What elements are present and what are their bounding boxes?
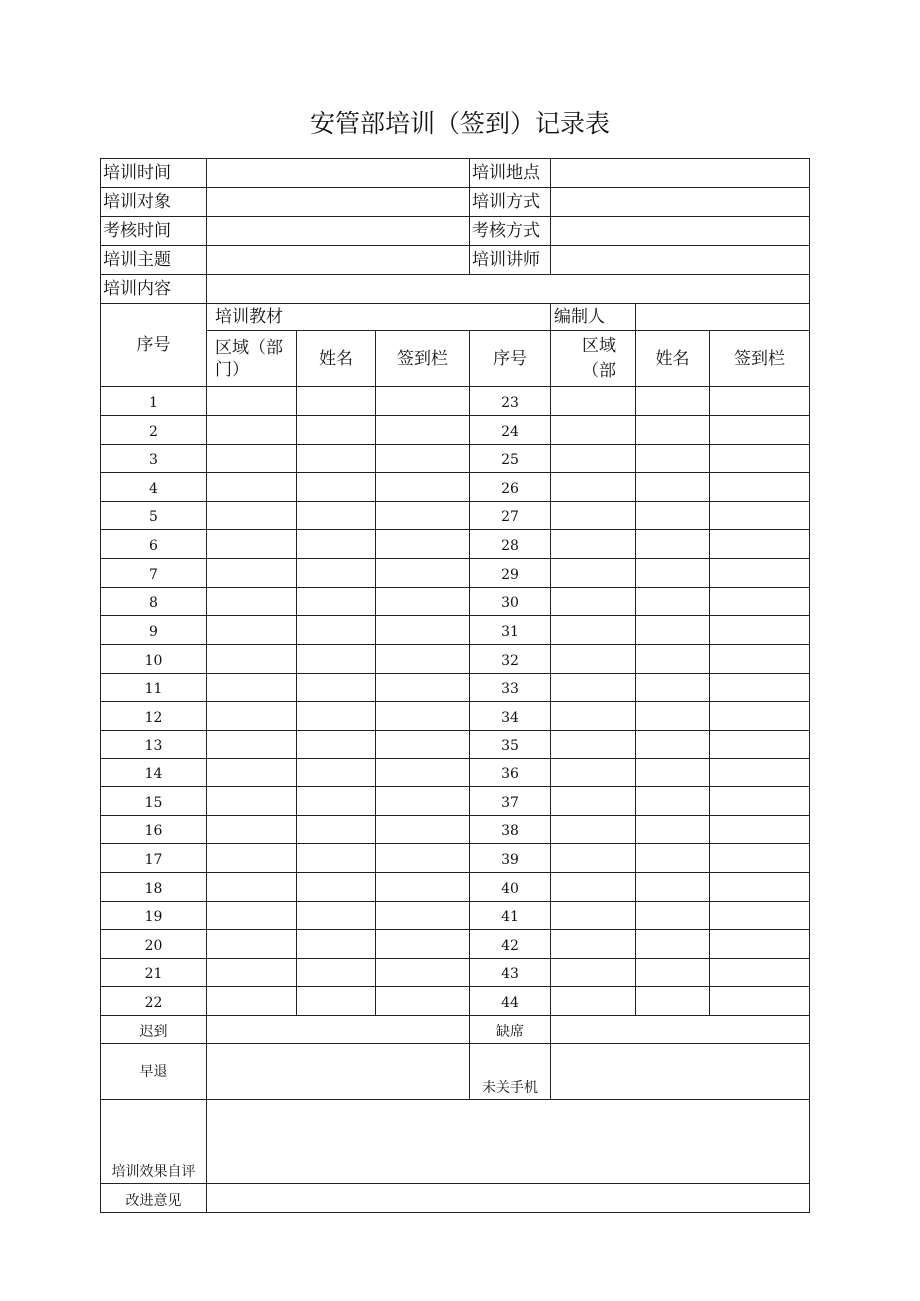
sign-header-right: 签到栏 [710, 331, 810, 387]
seq-cell-right: 42 [470, 930, 551, 959]
exam-method-label: 考核方式 [470, 217, 551, 246]
sign-cell-right[interactable] [710, 559, 810, 588]
sign-cell-right[interactable] [710, 930, 810, 959]
name-cell-left[interactable] [297, 387, 376, 416]
name-cell-right[interactable] [636, 844, 710, 873]
sign-cell-right[interactable] [710, 987, 810, 1016]
name-cell-right[interactable] [636, 588, 710, 616]
area-cell-right[interactable] [551, 416, 636, 445]
seq-cell-right: 28 [470, 530, 551, 559]
training-content-field[interactable] [207, 275, 810, 304]
sign-cell-left[interactable] [376, 873, 470, 902]
name-cell-right[interactable] [636, 445, 710, 473]
name-cell-left[interactable] [297, 844, 376, 873]
training-time-field[interactable] [207, 159, 470, 188]
training-material-label: 培训教材 [215, 307, 283, 327]
sign-cell-right[interactable] [710, 445, 810, 473]
seq-cell-right: 25 [470, 445, 551, 473]
seq-cell-right: 44 [470, 987, 551, 1016]
sign-cell-left[interactable] [376, 702, 470, 731]
name-cell-left[interactable] [297, 731, 376, 759]
seq-cell-right: 23 [470, 387, 551, 416]
area-cell-left[interactable] [207, 416, 297, 445]
sign-cell-left[interactable] [376, 987, 470, 1016]
sign-cell-left[interactable] [376, 530, 470, 559]
name-header-left: 姓名 [297, 331, 376, 387]
training-place-label: 培训地点 [470, 159, 551, 188]
sign-cell-right[interactable] [710, 902, 810, 930]
name-cell-right[interactable] [636, 873, 710, 902]
late-field[interactable] [207, 1016, 470, 1044]
area-cell-right[interactable] [551, 759, 636, 787]
name-cell-right[interactable] [636, 416, 710, 445]
name-cell-right[interactable] [636, 559, 710, 588]
training-method-label: 培训方式 [470, 188, 551, 217]
name-cell-left[interactable] [297, 930, 376, 959]
phone-on-field[interactable] [551, 1044, 810, 1100]
early-leave-label: 早退 [101, 1044, 207, 1100]
area-cell-right[interactable] [551, 702, 636, 731]
name-cell-right[interactable] [636, 959, 710, 987]
area-cell-right[interactable] [551, 930, 636, 959]
table-row [101, 844, 810, 873]
exam-time-label: 考核时间 [101, 217, 207, 246]
sign-cell-left[interactable] [376, 731, 470, 759]
area-cell-right[interactable] [551, 959, 636, 987]
training-topic-field[interactable] [207, 246, 470, 275]
seq-cell-left: 4 [101, 473, 207, 502]
sign-cell-left[interactable] [376, 816, 470, 844]
name-cell-right[interactable] [636, 387, 710, 416]
material-row [101, 304, 810, 331]
name-cell-left[interactable] [297, 616, 376, 645]
name-cell-left[interactable] [297, 816, 376, 844]
name-cell-left[interactable] [297, 502, 376, 530]
name-header-right: 姓名 [636, 331, 710, 387]
seq-cell-left: 20 [101, 930, 207, 959]
area-cell-left[interactable] [207, 702, 297, 731]
info-row [101, 275, 810, 304]
area-cell-left[interactable] [207, 844, 297, 873]
seq-cell-right: 29 [470, 559, 551, 588]
improve-row [101, 1184, 810, 1213]
name-cell-left[interactable] [297, 987, 376, 1016]
training-time-label: 培训时间 [101, 159, 207, 188]
sign-cell-right[interactable] [710, 616, 810, 645]
training-record-form [100, 158, 810, 1213]
sign-cell-left[interactable] [376, 473, 470, 502]
seq-header-left: 序号 [101, 304, 207, 387]
seq-cell-left: 1 [101, 387, 207, 416]
name-cell-left[interactable] [297, 759, 376, 787]
training-material-cell[interactable] [207, 304, 551, 331]
sign-cell-left[interactable] [376, 588, 470, 616]
seq-cell-right: 40 [470, 873, 551, 902]
name-cell-right[interactable] [636, 502, 710, 530]
seq-cell-right: 30 [470, 588, 551, 616]
table-row [101, 702, 810, 731]
info-row [101, 217, 810, 246]
area-cell-right[interactable] [551, 873, 636, 902]
name-cell-right[interactable] [636, 759, 710, 787]
seq-cell-left: 21 [101, 959, 207, 987]
name-cell-left[interactable] [297, 645, 376, 674]
area-cell-left[interactable] [207, 616, 297, 645]
name-cell-right[interactable] [636, 987, 710, 1016]
seq-cell-right: 39 [470, 844, 551, 873]
seq-cell-right: 36 [470, 759, 551, 787]
seq-cell-right: 31 [470, 616, 551, 645]
seq-cell-right: 43 [470, 959, 551, 987]
name-cell-left[interactable] [297, 702, 376, 731]
name-cell-right[interactable] [636, 473, 710, 502]
sign-cell-left[interactable] [376, 645, 470, 674]
self-eval-field[interactable] [207, 1100, 810, 1184]
area-cell-left[interactable] [207, 530, 297, 559]
sign-cell-left[interactable] [376, 387, 470, 416]
table-row [101, 559, 810, 588]
name-cell-right[interactable] [636, 930, 710, 959]
table-row [101, 616, 810, 645]
sign-cell-right[interactable] [710, 787, 810, 816]
area-cell-left[interactable] [207, 959, 297, 987]
table-row [101, 530, 810, 559]
editor-label-cell [551, 304, 636, 331]
seq-cell-left: 16 [101, 816, 207, 844]
improve-field[interactable] [207, 1184, 810, 1213]
sign-cell-right[interactable] [710, 873, 810, 902]
form-body [101, 159, 810, 387]
area-cell-left[interactable] [207, 645, 297, 674]
name-cell-left[interactable] [297, 787, 376, 816]
seq-cell-left: 10 [101, 645, 207, 674]
name-cell-left[interactable] [297, 588, 376, 616]
table-row [101, 816, 810, 844]
seq-cell-left: 13 [101, 731, 207, 759]
area-cell-left[interactable] [207, 787, 297, 816]
table-row [101, 502, 810, 530]
area-cell-left[interactable] [207, 731, 297, 759]
sign-cell-left[interactable] [376, 902, 470, 930]
name-cell-left[interactable] [297, 674, 376, 702]
sign-cell-left[interactable] [376, 787, 470, 816]
column-header-row [101, 331, 810, 387]
area-cell-right[interactable] [551, 445, 636, 473]
seq-cell-left: 15 [101, 787, 207, 816]
training-audience-label: 培训对象 [101, 188, 207, 217]
sign-cell-right[interactable] [710, 731, 810, 759]
name-cell-left[interactable] [297, 473, 376, 502]
sign-cell-left[interactable] [376, 445, 470, 473]
area-cell-right[interactable] [551, 645, 636, 674]
sign-cell-right[interactable] [710, 387, 810, 416]
name-cell-right[interactable] [636, 674, 710, 702]
early-leave-row [101, 1044, 810, 1100]
sign-cell-left[interactable] [376, 416, 470, 445]
seq-cell-right: 27 [470, 502, 551, 530]
self-eval-label: 培训效果自评 [101, 1100, 207, 1184]
name-cell-right[interactable] [636, 702, 710, 731]
table-row [101, 759, 810, 787]
table-row [101, 959, 810, 987]
name-cell-left[interactable] [297, 559, 376, 588]
table-row [101, 445, 810, 473]
info-row [101, 246, 810, 275]
sign-cell-left[interactable] [376, 559, 470, 588]
table-row [101, 731, 810, 759]
sign-cell-left[interactable] [376, 959, 470, 987]
area-cell-right[interactable] [551, 987, 636, 1016]
seq-cell-right: 35 [470, 731, 551, 759]
page-title: 安管部培训（签到）记录表 [309, 109, 610, 138]
phone-on-label: 未关手机 [470, 1044, 551, 1100]
seq-cell-right: 38 [470, 816, 551, 844]
name-cell-left[interactable] [297, 873, 376, 902]
area-header-left: 区域（部门） [207, 331, 297, 387]
table-row [101, 674, 810, 702]
area-cell-right[interactable] [551, 787, 636, 816]
training-audience-field[interactable] [207, 188, 470, 217]
name-cell-right[interactable] [636, 731, 710, 759]
area-cell-right[interactable] [551, 816, 636, 844]
area-cell-left[interactable] [207, 473, 297, 502]
sign-cell-left[interactable] [376, 502, 470, 530]
area-cell-left[interactable] [207, 445, 297, 473]
info-row [101, 188, 810, 217]
area-cell-left[interactable] [207, 873, 297, 902]
seq-cell-right: 32 [470, 645, 551, 674]
sign-cell-right[interactable] [710, 530, 810, 559]
sign-cell-left[interactable] [376, 616, 470, 645]
seq-cell-left: 9 [101, 616, 207, 645]
editor-field[interactable] [636, 304, 810, 331]
seq-cell-left: 3 [101, 445, 207, 473]
self-eval-row [101, 1100, 810, 1184]
training-lecturer-label: 培训讲师 [470, 246, 551, 275]
table-row [101, 416, 810, 445]
sign-cell-right[interactable] [710, 502, 810, 530]
area-cell-left[interactable] [207, 816, 297, 844]
editor-label: 编制人 [554, 307, 606, 327]
exam-time-field[interactable] [207, 217, 470, 246]
table-row [101, 930, 810, 959]
seq-cell-left: 5 [101, 502, 207, 530]
seq-cell-right: 24 [470, 416, 551, 445]
training-content-label: 培训内容 [101, 275, 207, 304]
name-cell-left[interactable] [297, 416, 376, 445]
name-cell-left[interactable] [297, 959, 376, 987]
sign-cell-right[interactable] [710, 759, 810, 787]
area-cell-right[interactable] [551, 588, 636, 616]
seq-cell-left: 18 [101, 873, 207, 902]
absent-label: 缺席 [470, 1016, 551, 1044]
sign-cell-left[interactable] [376, 930, 470, 959]
seq-cell-right: 26 [470, 473, 551, 502]
area-cell-right[interactable] [551, 902, 636, 930]
name-cell-left[interactable] [297, 445, 376, 473]
area-cell-left[interactable] [207, 930, 297, 959]
footer-body [101, 1016, 810, 1213]
seq-header-right: 序号 [470, 331, 551, 387]
area-header-right: 区域（部 [551, 331, 636, 387]
sign-cell-left[interactable] [376, 844, 470, 873]
seq-cell-left: 11 [101, 674, 207, 702]
area-cell-left[interactable] [207, 588, 297, 616]
table-row [101, 987, 810, 1016]
seq-cell-left: 17 [101, 844, 207, 873]
seq-cell-left: 14 [101, 759, 207, 787]
seq-cell-left: 6 [101, 530, 207, 559]
training-method-field[interactable] [551, 188, 810, 217]
training-topic-label: 培训主题 [101, 246, 207, 275]
name-cell-right[interactable] [636, 902, 710, 930]
area-cell-right[interactable] [551, 616, 636, 645]
name-cell-left[interactable] [297, 902, 376, 930]
sign-cell-right[interactable] [710, 959, 810, 987]
table-row [101, 645, 810, 674]
area-cell-left[interactable] [207, 759, 297, 787]
table-row [101, 902, 810, 930]
sign-cell-right[interactable] [710, 702, 810, 731]
sign-cell-right[interactable] [710, 473, 810, 502]
area-cell-left[interactable] [207, 987, 297, 1016]
sign-cell-right[interactable] [710, 645, 810, 674]
seq-cell-right: 34 [470, 702, 551, 731]
seq-cell-left: 22 [101, 987, 207, 1016]
area-cell-right[interactable] [551, 731, 636, 759]
seq-cell-left: 8 [101, 588, 207, 616]
late-row [101, 1016, 810, 1044]
sign-cell-right[interactable] [710, 588, 810, 616]
area-cell-left[interactable] [207, 387, 297, 416]
late-label: 迟到 [101, 1016, 207, 1044]
absent-field[interactable] [551, 1016, 810, 1044]
seq-cell-right: 37 [470, 787, 551, 816]
area-cell-left[interactable] [207, 502, 297, 530]
sign-cell-right[interactable] [710, 416, 810, 445]
seq-cell-left: 7 [101, 559, 207, 588]
name-cell-right[interactable] [636, 816, 710, 844]
area-cell-right[interactable] [551, 387, 636, 416]
sign-cell-left[interactable] [376, 674, 470, 702]
name-cell-right[interactable] [636, 787, 710, 816]
seq-cell-left: 2 [101, 416, 207, 445]
early-leave-field[interactable] [207, 1044, 470, 1100]
area-cell-right[interactable] [551, 473, 636, 502]
seq-cell-left: 12 [101, 702, 207, 731]
sign-cell-left[interactable] [376, 759, 470, 787]
sign-header-left: 签到栏 [376, 331, 470, 387]
exam-method-field[interactable] [551, 217, 810, 246]
training-lecturer-field[interactable] [551, 246, 810, 275]
seq-cell-left: 19 [101, 902, 207, 930]
area-cell-right[interactable] [551, 530, 636, 559]
area-cell-right[interactable] [551, 674, 636, 702]
name-cell-left[interactable] [297, 530, 376, 559]
table-row [101, 387, 810, 416]
table-row [101, 787, 810, 816]
area-cell-right[interactable] [551, 844, 636, 873]
sign-cell-right[interactable] [710, 674, 810, 702]
name-cell-right[interactable] [636, 616, 710, 645]
info-row [101, 159, 810, 188]
table-row [101, 873, 810, 902]
area-cell-left[interactable] [207, 902, 297, 930]
seq-cell-right: 33 [470, 674, 551, 702]
area-cell-left[interactable] [207, 674, 297, 702]
improve-label: 改进意见 [101, 1184, 207, 1213]
attendance-rows [101, 387, 810, 1016]
training-place-field[interactable] [551, 159, 810, 188]
table-row [101, 473, 810, 502]
sign-cell-right[interactable] [710, 844, 810, 873]
name-cell-right[interactable] [636, 530, 710, 559]
area-cell-right[interactable] [551, 502, 636, 530]
name-cell-right[interactable] [636, 645, 710, 674]
area-cell-left[interactable] [207, 559, 297, 588]
seq-cell-right: 41 [470, 902, 551, 930]
area-cell-right[interactable] [551, 559, 636, 588]
sign-cell-right[interactable] [710, 816, 810, 844]
table-row [101, 588, 810, 616]
